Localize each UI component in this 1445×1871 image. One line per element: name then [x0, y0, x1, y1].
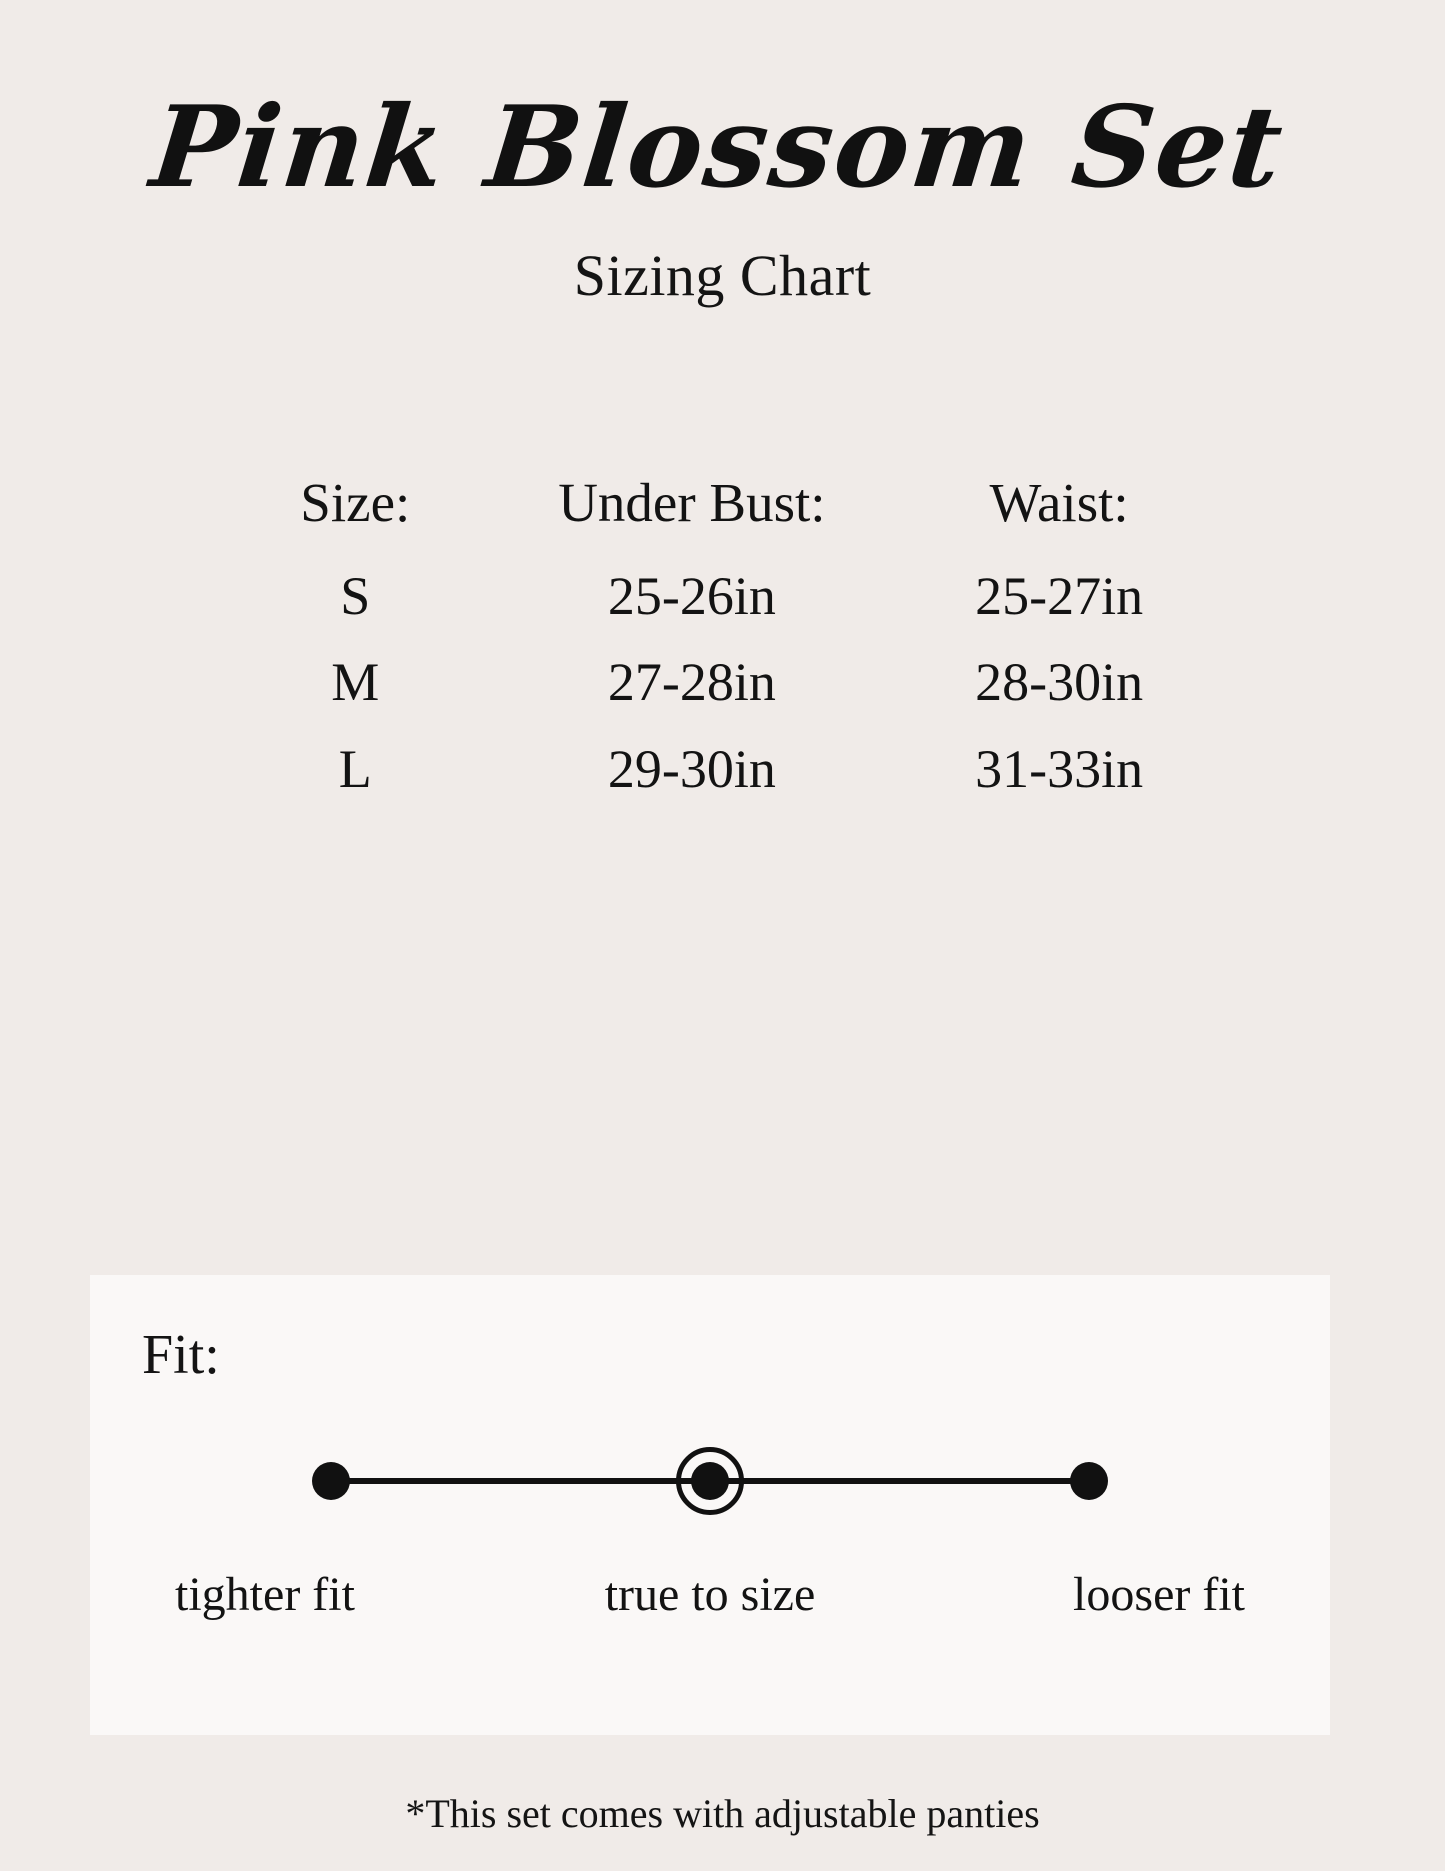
- fit-slider[interactable]: [210, 1445, 1210, 1515]
- footnote: *This set comes with adjustable panties: [405, 1791, 1040, 1836]
- slider-label-tighter: tighter fit: [175, 1568, 355, 1621]
- slider-label-looser: looser fit: [1073, 1568, 1246, 1621]
- fit-panel: [90, 1275, 1330, 1735]
- table-header-row: [213, 459, 1233, 553]
- table-row: [213, 553, 1233, 640]
- cell-under-bust: 27-28in: [607, 652, 776, 713]
- table-row: [213, 726, 1233, 813]
- cell-under-bust: 25-26in: [607, 565, 776, 626]
- page-title: Pink Blossom Set: [145, 82, 1291, 213]
- cell-waist: 25-27in: [975, 565, 1144, 626]
- cell-waist: 28-30in: [975, 652, 1144, 713]
- column-header-under-bust: Under Bust:: [558, 472, 826, 533]
- slider-label-true-to-size: true to size: [604, 1568, 816, 1621]
- fit-label: Fit:: [142, 1324, 220, 1386]
- slider-labels: [165, 1567, 1255, 1622]
- cell-size: M: [331, 652, 380, 713]
- column-header-size: Size:: [300, 472, 411, 533]
- page-subtitle: Sizing Chart: [573, 243, 872, 308]
- slider-stop-tighter[interactable]: [312, 1462, 350, 1500]
- cell-under-bust: 29-30in: [607, 738, 776, 799]
- cell-size: L: [338, 738, 372, 799]
- column-header-waist: Waist:: [989, 472, 1129, 533]
- cell-waist: 31-33in: [975, 738, 1144, 799]
- slider-stop-true-to-size[interactable]: [691, 1462, 729, 1500]
- cell-size: S: [340, 565, 371, 626]
- size-table: [213, 459, 1233, 812]
- slider-stop-looser[interactable]: [1070, 1462, 1108, 1500]
- table-row: [213, 639, 1233, 726]
